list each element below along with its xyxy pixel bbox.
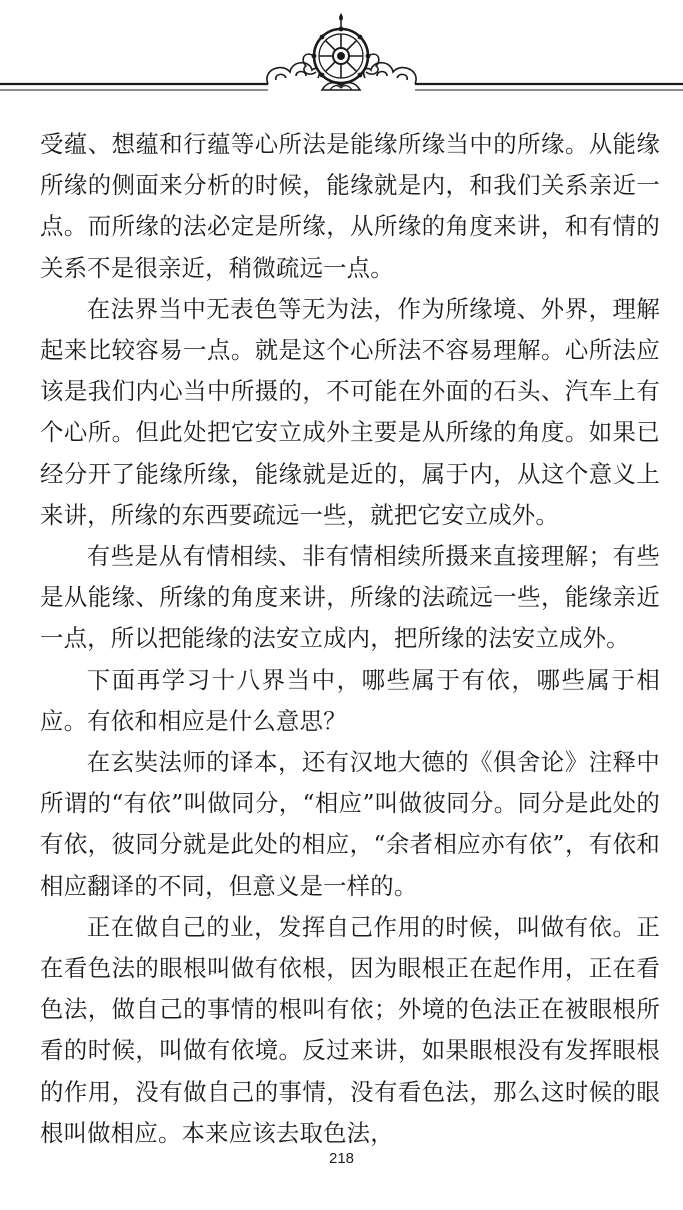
paragraph-5: 在玄奘法师的译本，还有汉地大德的《俱舍论》注释中所谓的“有依”叫做同分，“相应”叫做彼同分。同分是此处的有依，彼同分就是此处的相应，“余者相应亦有依”，有依和相应翻译的不同，但意义是一样的。: [40, 748, 660, 900]
paragraph-2: 在法界当中无表色等无为法，作为所缘境、外界，理解起来比较容易一点。就是这个心所法不容易理解。心所法应该是我们内心当中所摄的，不可能在外面的石头、汽车上有个心所。但此处把它安立成外主要是从所缘的角度。如果已经分开了能缘所缘，能缘就是近的，属于内，从这个意义上来讲，所缘的东西要疏远一些，就把它安立成外。: [40, 294, 660, 529]
paragraph-1: 受蕴、想蕴和行蕴等心所法是能缘所缘当中的所缘。从能缘所缘的侧面来分析的时候，能缘就是内，和我们关系亲近一点。而所缘的法必定是所缘，从所缘的角度来讲，和有情的关系不是很亲近，稍微疏远一点。: [40, 130, 660, 282]
header-ornament: [0, 0, 683, 110]
dharma-wheel-icon: [303, 14, 379, 90]
page-body: [40, 124, 660, 1154]
paragraph-6: 正在做自己的业，发挥自己作用的时候，叫做有依。正在看色法的眼根叫做有依根，因为眼根正在起作用，正在看色法，做自己的事情的根叫有依；外境的色法正在被眼根所看的时候，叫做有依境。反过来讲，如果眼根没有发挥眼根的作用，没有做自己的事情，没有看色法，那么这时候的眼根叫做相应。本来应该去取色法，: [40, 912, 660, 1147]
paragraph-4: 下面再学习十八界当中，哪些属于有依，哪些属于相应。有依和相应是什么意思？: [40, 665, 660, 735]
page-number: 218: [328, 1150, 355, 1167]
cloud-scroll-icon: [267, 63, 319, 84]
paragraph-3: 有些是从有情相续、非有情相续所摄来直接理解；有些是从能缘、所缘的角度来讲，所缘的法疏远一些，能缘亲近一点，所以把能缘的法安立成内，把所缘的法安立成外。: [40, 542, 660, 653]
cloud-scroll-icon: [364, 63, 416, 84]
page-header: [0, 0, 683, 110]
